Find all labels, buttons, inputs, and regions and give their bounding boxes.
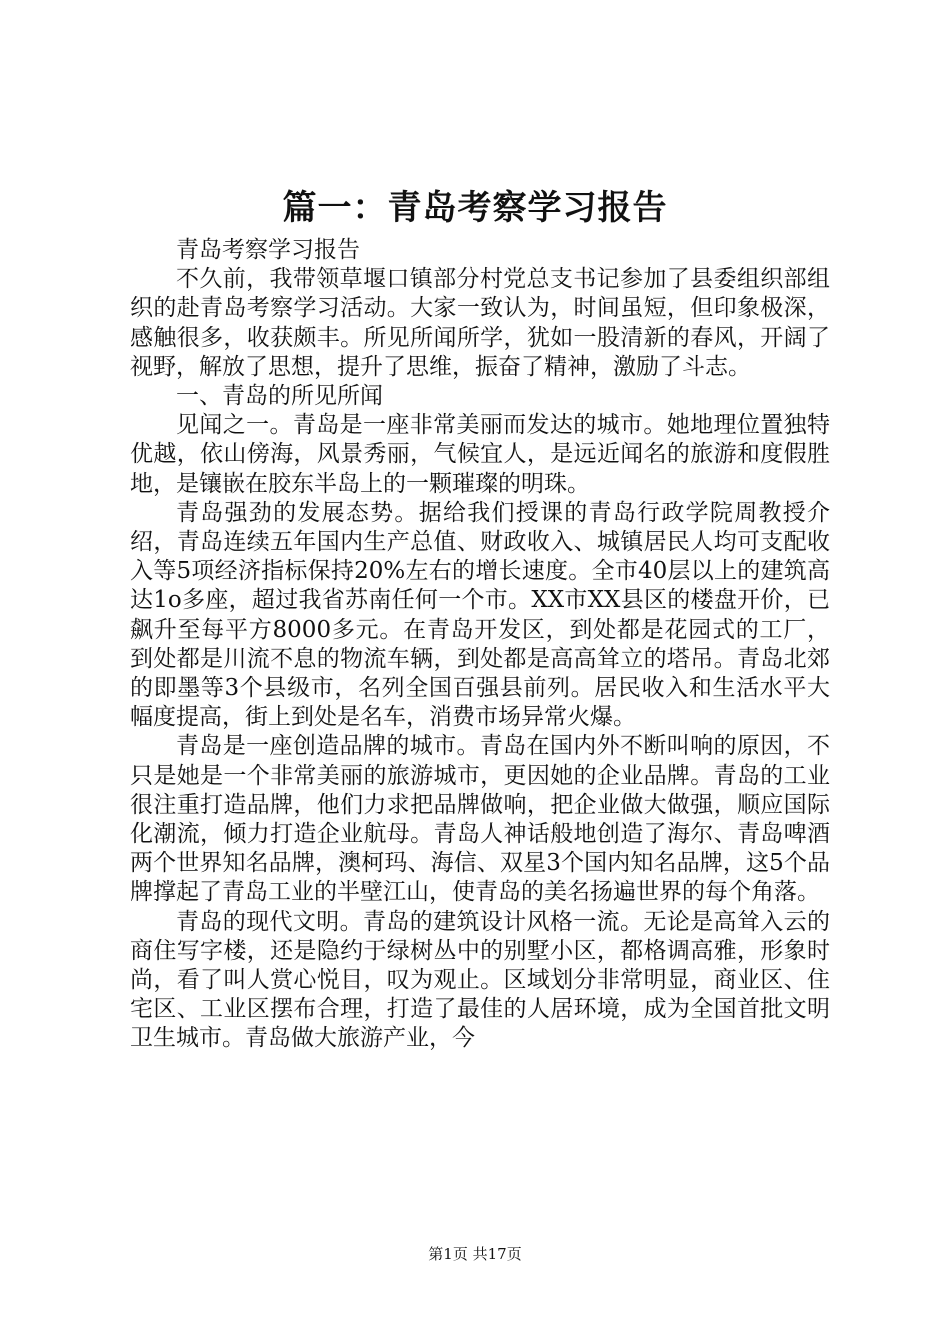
document-body xyxy=(130,236,830,1054)
document-title: 篇一：青岛考察学习报告 xyxy=(282,188,668,228)
section-heading: 一、青岛的所见所闻 xyxy=(176,383,383,410)
paragraph-brands: 青岛是一座创造品牌的城市。青岛在国内外不断叫响的原因，不只是她是一个非常美丽的旅游城市，更因她的企业品牌。青岛的工业很注重打造品牌，他们力求把品牌做响，把企业做大做强，顺应国际化潮流，倾力打造企业航母。青岛人神话般地创造了海尔、青岛啤酒两个世界知名品牌，澳柯玛、海信、双星3个国内知名品牌，这5个品牌撑起了青岛工业的半壁江山，使青岛的美名扬遍世界的每个角落。 xyxy=(130,733,830,906)
paragraph-city-beauty: 见闻之一。青岛是一座非常美丽而发达的城市。她地理位置独特优越，依山傍海，风景秀丽，气候宜人，是远近闻名的旅游和度假胜地，是镶嵌在胶东半岛上的一颗璀璨的明珠。 xyxy=(130,412,830,497)
paragraph-modern-civilization: 青岛的现代文明。青岛的建筑设计风格一流。无论是高耸入云的商住写字楼，还是隐约于绿树丛中的别墅小区，都格调高雅，形象时尚，看了叫人赏心悦目，叹为观止。区域划分非常明显，商业区、住宅区、工业区摆布合理，打造了最佳的人居环境，成为全国首批文明卫生城市。青岛做大旅游产业，今 xyxy=(130,908,830,1052)
page-number: 第1页 xyxy=(428,1245,468,1263)
page-footer xyxy=(0,1243,950,1265)
intro-paragraph: 不久前，我带领草堰口镇部分村党总支书记参加了县委组织部组织的赴青岛考察学习活动。大家一致认为，时间虽短，但印象极深，感触很多，收获颇丰。所见所闻所学，犹如一股清新的春风，开阔了视野，解放了思想，提升了思维，振奋了精神，激励了斗志。 xyxy=(130,266,830,380)
report-subtitle: 青岛考察学习报告 xyxy=(176,237,360,263)
paragraph-development: 青岛强劲的发展态势。据给我们授课的青岛行政学院周教授介绍，青岛连续五年国内生产总值、财政收入、城镇居民人均可支配收入等5项经济指标保持20%左右的增长速度。全市40层以上的建筑高达1o多座，超过我省苏南任何一个市。XX市XX县区的楼盘开价，已飙升至每平方8000多元。在青岛开发区，到处都是花园式的工厂，到处都是川流不息的物流车辆，到处都是高高耸立的塔吊。青岛北郊的即墨等3个县级市，名列全国百强县前列。居民收入和生活水平大幅度提高，街上到处是名车，消费市场异常火爆。 xyxy=(130,499,830,731)
page-total: 共17页 xyxy=(472,1245,522,1263)
